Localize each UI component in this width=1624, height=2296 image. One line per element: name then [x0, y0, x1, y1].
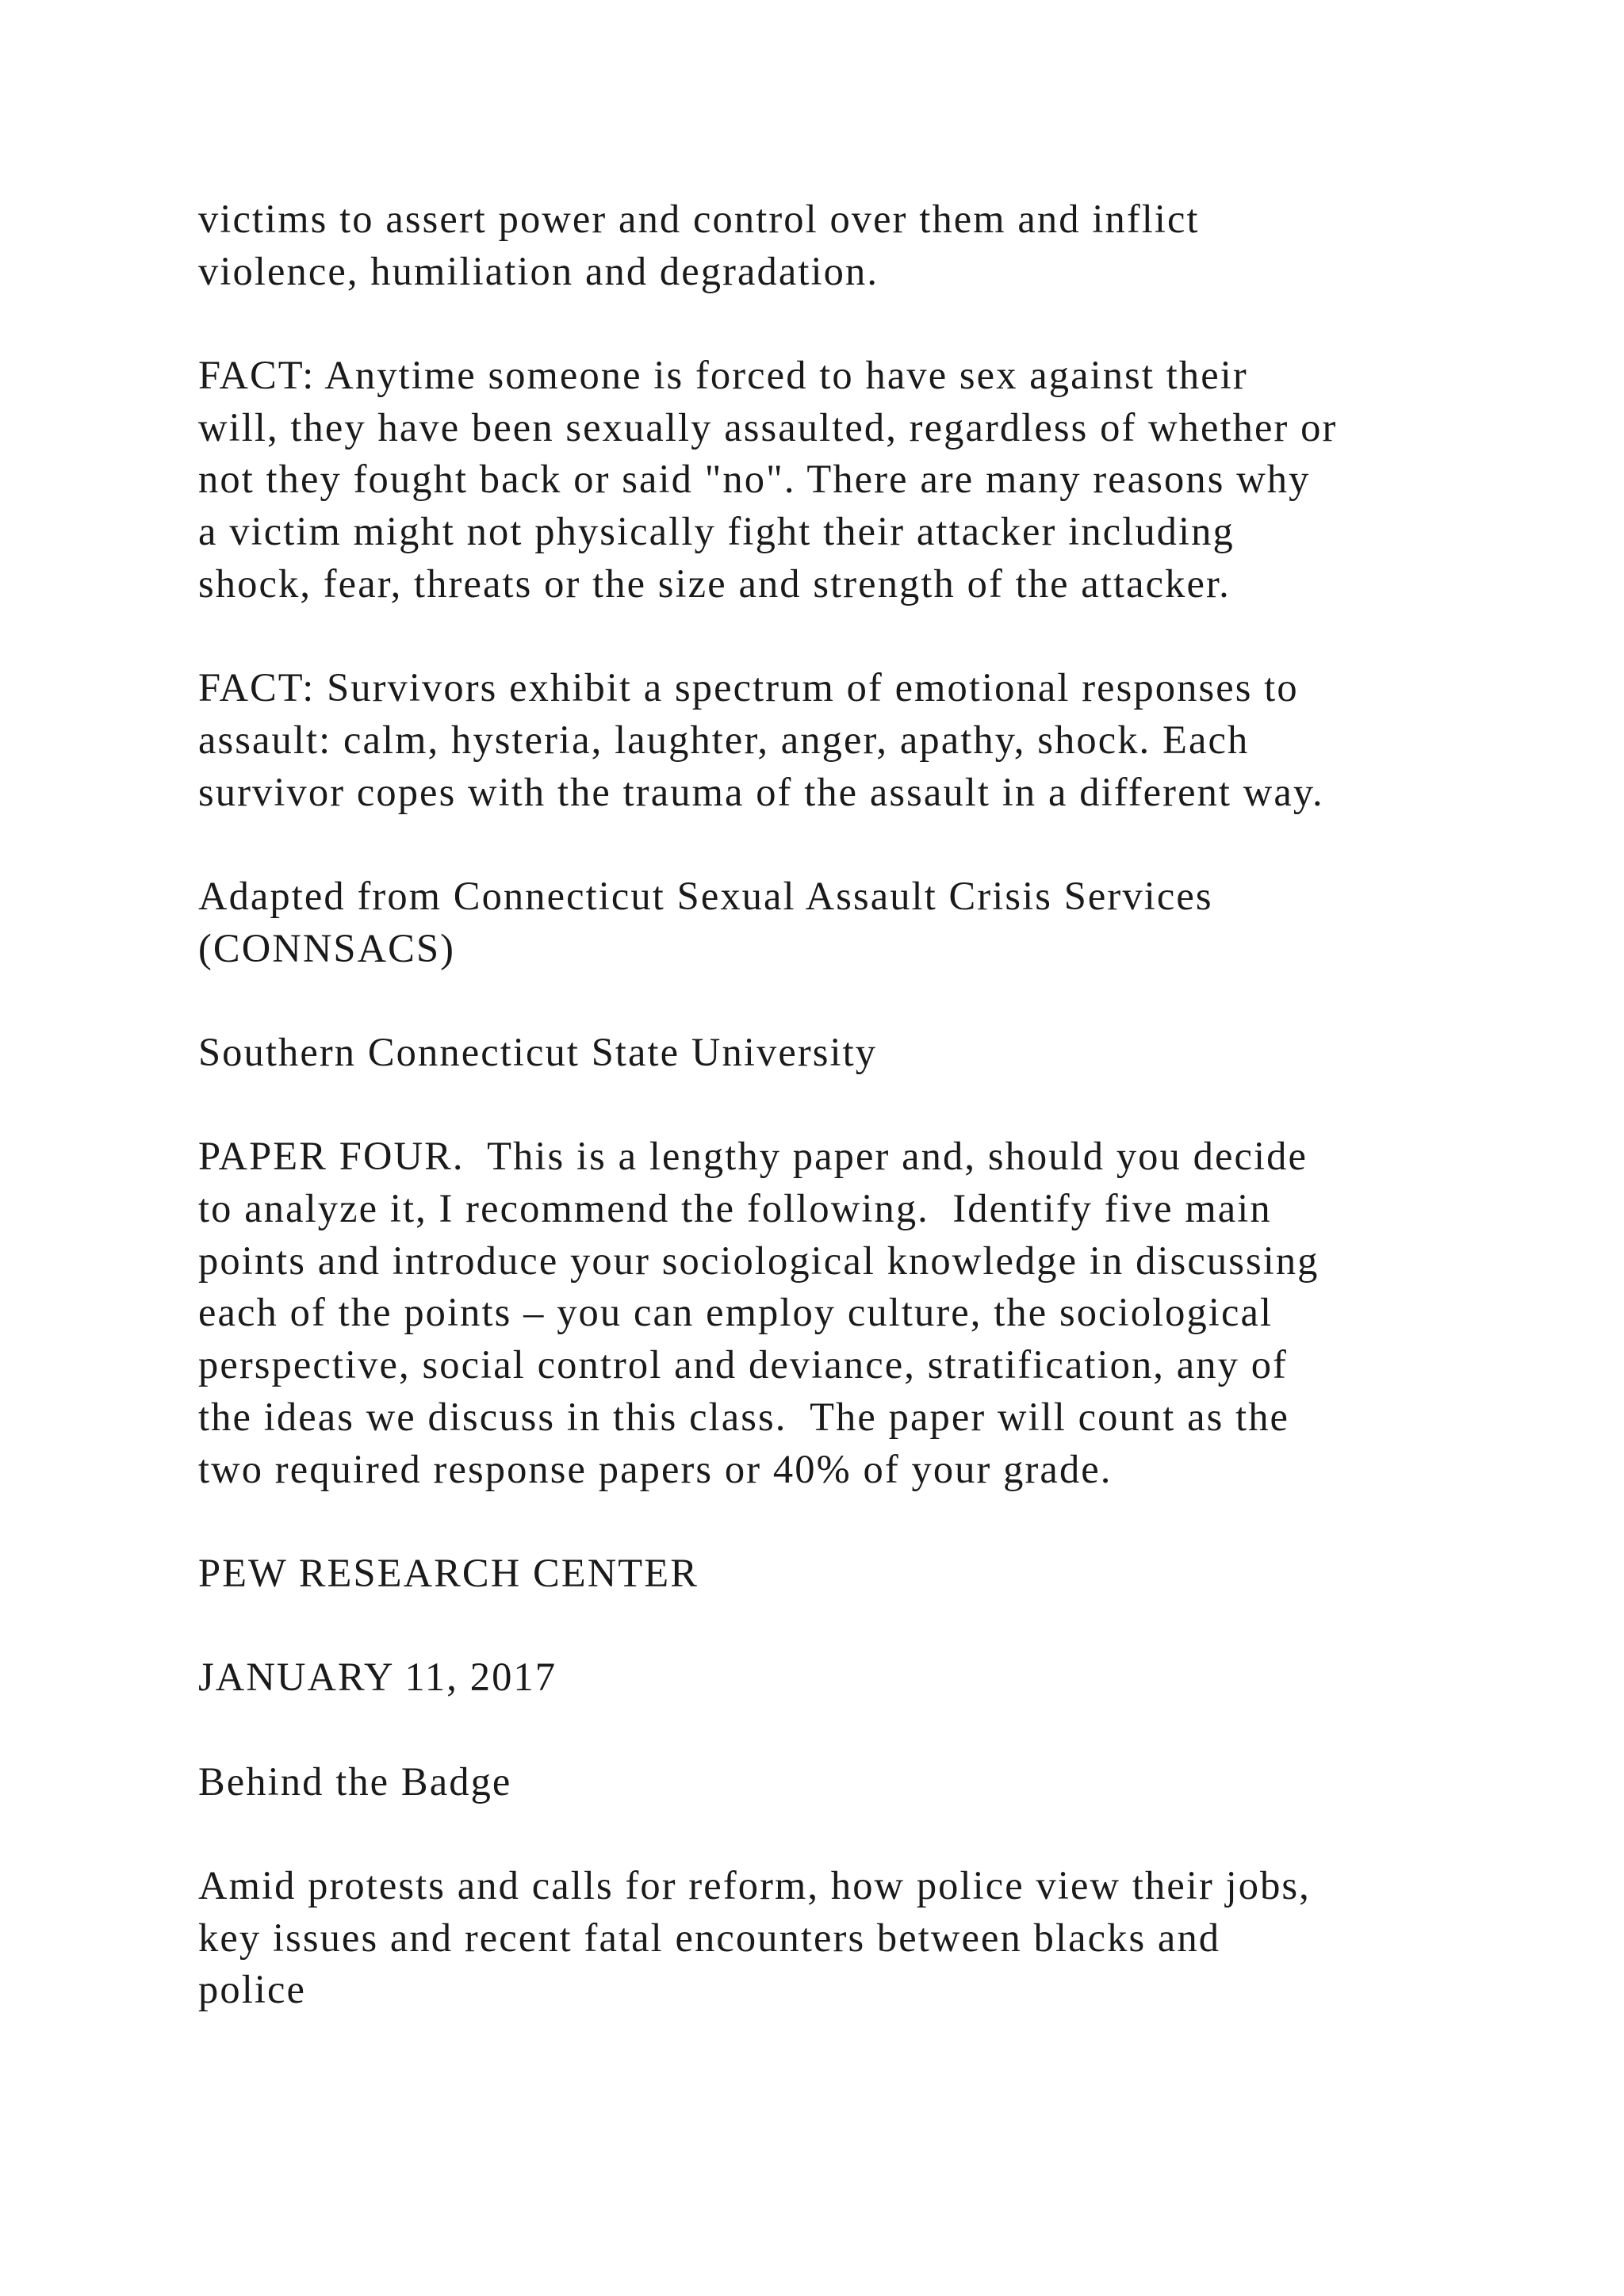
text-line: Behind the Badge [198, 1758, 512, 1804]
text-line: a victim might not physically fight their attacker including [198, 509, 1235, 554]
document-body [198, 193, 1530, 2068]
text-line: assault: calm, hysteria, laughter, anger, apathy, shock. Each [198, 717, 1250, 762]
paragraph-fact-survivors [198, 662, 1530, 818]
paragraph-subtitle [198, 1860, 1530, 2016]
paragraph-paper-four [198, 1131, 1530, 1495]
text-line: Adapted from Connecticut Sexual Assault Crisis Services [198, 873, 1213, 918]
text-line: will, they have been sexually assaulted, regardless of whether or [198, 404, 1338, 450]
text-line: PAPER FOUR. This is a lengthy paper and, should you decide [198, 1134, 1308, 1179]
text-line: JANUARY 11, 2017 [198, 1655, 557, 1700]
paragraph-source-attribution [198, 871, 1530, 974]
text-line: victims to assert power and control over them and inflict [198, 197, 1200, 241]
text-line: to analyze it, I recommend the following. Identify five main [198, 1186, 1272, 1231]
text-line: the ideas we discuss in this class. The paper will count as the [198, 1394, 1290, 1439]
text-line: violence, humiliation and degradation. [198, 248, 879, 293]
text-line: shock, fear, threats or the size and strength of the attacker. [198, 561, 1231, 606]
text-line: two required response papers or 40% of your grade. [198, 1446, 1113, 1491]
text-line: not they fought back or said "no". There are many reasons why [198, 457, 1311, 502]
text-line: FACT: Survivors exhibit a spectrum of emotional responses to [198, 665, 1299, 710]
paragraph-university [198, 1027, 1530, 1079]
text-line: points and introduce your sociological knowledge in discussing [198, 1238, 1320, 1283]
text-line: PEW RESEARCH CENTER [198, 1550, 699, 1595]
text-line: (CONNSACS) [198, 925, 456, 970]
paragraph-date [198, 1651, 1530, 1704]
paragraph-victims-power [198, 193, 1530, 297]
paragraph-title [198, 1756, 1530, 1808]
text-line: survivor copes with the trauma of the assault in a different way. [198, 769, 1324, 814]
paragraph-fact-forced [198, 350, 1530, 610]
text-line: Amid protests and calls for reform, how police view their jobs, [198, 1863, 1311, 1908]
text-line: key issues and recent fatal encounters between blacks and [198, 1915, 1221, 1960]
paragraph-pew-heading [198, 1548, 1530, 1600]
text-line: each of the points – you can employ culture, the sociological [198, 1290, 1274, 1335]
text-line: Southern Connecticut State University [198, 1030, 878, 1074]
text-line: perspective, social control and deviance, stratification, any of [198, 1342, 1288, 1387]
text-line: FACT: Anytime someone is forced to have sex against their [198, 353, 1248, 398]
text-line: police [198, 1967, 306, 2012]
